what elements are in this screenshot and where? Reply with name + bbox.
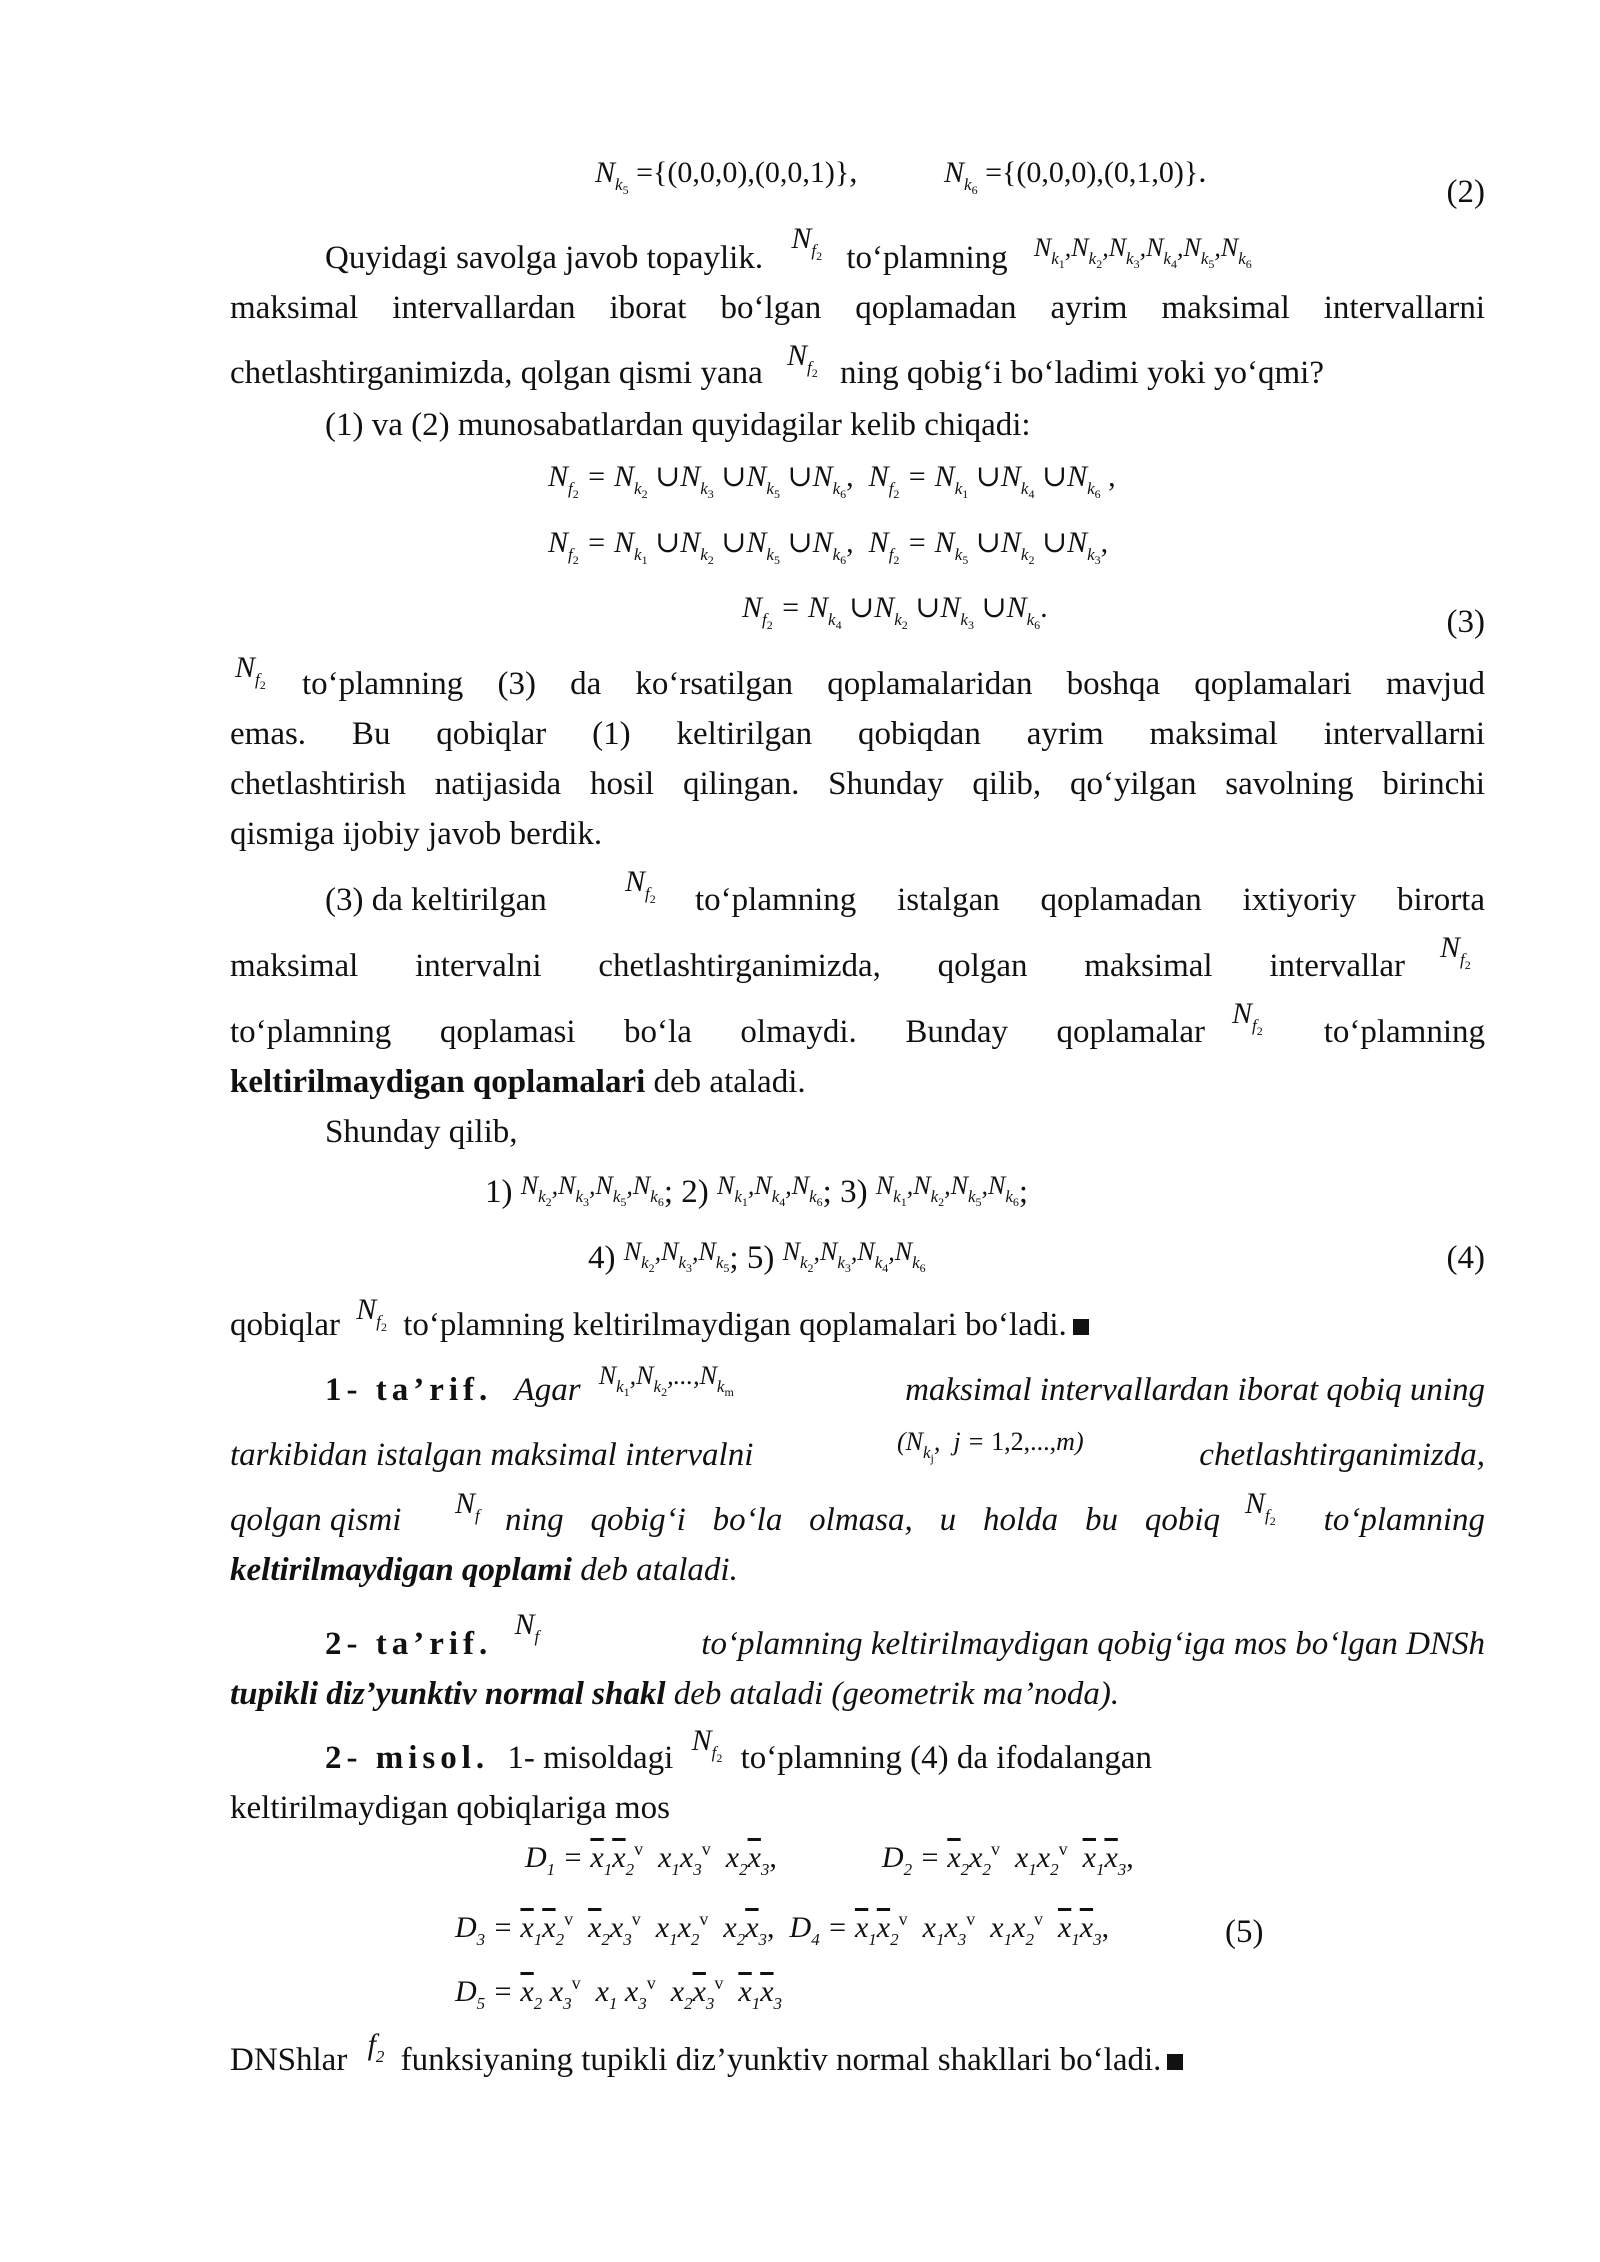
paragraph-2-line-1: to‘plamning (3) da ko‘rsatilgan qoplamalaridan boshqa qoplamalari mavjud — [302, 666, 1485, 702]
definition-1-line-1b: maksimal intervallardan iborat qobiq uning — [905, 1372, 1485, 1408]
definition-1-line-2b: chetlashtirganimizda, — [1199, 1437, 1485, 1473]
paragraph-3-line-1b: to‘plamning istalgan qoplamadan ixtiyoriy birorta — [695, 882, 1485, 918]
end-of-proof-icon — [1073, 1319, 1089, 1335]
equation-3-row-3: $N_{f_2} = N_{k_4}$ $\cup N_{k_2}$ $\cup N_{k_3}$ $\cup N_{k_6}$. — [742, 591, 1048, 632]
definition-1-line-3a: qolgan qismi — [230, 1502, 402, 1538]
symbol-nf2: $N_{f_2}$ — [1440, 931, 1471, 972]
end-of-proof-icon — [1167, 2054, 1183, 2070]
symbol-nf2: $N_{f_2}$ — [1232, 997, 1263, 1038]
paragraph-2-line-2: emas. Bu qobiqlar (1) keltirilgan qobiqdan ayrim maksimal intervallarni — [230, 716, 1485, 752]
definition-2-line-1: 2- ta’rif. $N_f$ — [325, 1608, 540, 1662]
paragraph-2-line-4: qismiga ijobiy javob berdik. — [230, 816, 603, 852]
equation-2: $N_{k_5} =\{(0,0,0),(0,0,1)\}$, $N_{k_6} =\{(0,0,0),(0,1,0)\}$. — [595, 154, 1207, 197]
definition-1-line-1: 1- ta’rif. Agar $^{N_{k_1},N_{k_2},...,N_{k_m}}$ — [325, 1361, 734, 1408]
definition-1-interval-set: ($N_{k_j}$, j = 1,2,...,m) — [897, 1427, 1084, 1465]
equation-3-row-2: $N_{f_2} = N_{k_1}$ $\cup N_{k_2}$ $\cup N_{k_5}$ $\cup N_{k_6}$, $N_{f_2} = N_{k_5}$ $\cup N_{k_2}$ $\cup N_{k_3}$, — [548, 526, 1109, 567]
equation-4-row-2: 4) $^{N_{k_2},N_{k_3},N_{k_5}}$; 5) $^{N_{k_2},N_{k_3},N_{k_4},N_{k_6}}$ — [588, 1237, 926, 1276]
equation-number-2: (2) — [1446, 174, 1485, 210]
symbol-nf2: $N_{f_2}$ — [625, 865, 656, 906]
paragraph-1-line-4: (1) va (2) munosabatlardan quyidagilar kelib chiqadi: — [325, 407, 1031, 443]
definition-2-line-2: tupikli diz’yunktiv normal shakl deb ataladi (geometrik ma’noda). — [230, 1676, 1120, 1712]
paragraph-4: qobiqlar $N_{f_2}$ to‘plamning keltirilmaydigan qoplamalari bo‘ladi. — [230, 1305, 1089, 1351]
example-2-line-2: keltirilmaydigan qobiqlariga mos — [230, 1790, 670, 1826]
paragraph-3-line-3a: to‘plamning qoplamasi bo‘la olmaydi. Bunday qoplamalar — [230, 1014, 1205, 1050]
definition-1-line-3b: ning qobig‘i bo‘la olmasa, u holda bu qobiq — [505, 1502, 1220, 1538]
symbol-nf2: $N_{f_2}$ — [1245, 1487, 1276, 1528]
definition-1-line-4: keltirilmaydigan qoplami deb ataladi. — [230, 1552, 738, 1588]
final-line: DNShlar $f_2$ funksiyaning tupikli diz’yunktiv normal shakllari bo‘ladi. — [230, 2040, 1183, 2085]
paragraph-3-line-1a: (3) da keltirilgan — [325, 882, 547, 918]
definition-1-line-2a: tarkibidan istalgan maksimal intervalni — [230, 1437, 754, 1473]
definition-2-line-1b: to‘plamning keltirilmaydigan qobig‘iga mos bo‘lgan DNSh — [701, 1626, 1485, 1662]
paragraph-3-line-2: maksimal intervalni chetlashtirganimizda, qolgan maksimal intervallar — [230, 948, 1405, 984]
paragraph-1-line-2: maksimal intervallardan iborat bo‘lgan qoplamadan ayrim maksimal intervallarni — [230, 290, 1485, 326]
equation-number-4: (4) — [1446, 1240, 1485, 1276]
equation-number-5: (5) — [1225, 1914, 1264, 1950]
paragraph-2-line-3: chetlashtirish natijasida hosil qilingan. Shunday qilib, qo‘yilgan savolning birinchi — [230, 766, 1485, 802]
paragraph-1-line-1: Quyidagi savolga javob topaylik. $N_{f_2}$ to‘plamning $^{N_{k_1},N_{k_2},N_{k_3},N_{k_4},N_{k_5},N_{k_6}}$ — [325, 222, 1252, 276]
equation-5-row-3: $D_5 = \overline{x}_2$ $x_3^v$ $x_1$ $x_3^v$ $x_2\overline{x}_3^v$ $\overline{x}_1\overline{x}_3$ — [455, 1973, 783, 2013]
paragraph-3-line-4: keltirilmaydigan qoplamalari deb ataladi. — [230, 1064, 806, 1100]
paragraph-1-line-3: chetlashtirganimizda, qolgan qismi yana $N_{f_2}$ ning qobig‘i bo‘ladimi yoki yo‘qmi? — [230, 339, 1324, 391]
definition-1-line-3c: to‘plamning — [1323, 1502, 1485, 1538]
equation-3-row-1: $N_{f_2} = N_{k_2}$ $\cup N_{k_3}$ $\cup N_{k_5}$ $\cup N_{k_6}$, $N_{f_2} = N_{k_1}$ $\cup N_{k_4}$ $\cup N_{k_6}$ , — [548, 460, 1116, 501]
equation-5-row-1: $D_1 = \overline{x}_1\overline{x}_2^v$ $x_1x_3^v$ $x_2\overline{x}_3$, $D_2 = \overline{x}_2x_2^v$ $x_1x_2^v$ $\overline{x}_1\overline{x}_3$, — [525, 1839, 1134, 1879]
symbol-nf: $N_f$ — [455, 1487, 480, 1525]
equation-number-3: (3) — [1446, 604, 1485, 640]
paragraph-3-line-3b: to‘plamning — [1323, 1014, 1485, 1050]
equation-4-row-1: 1) $^{N_{k_2},N_{k_3},N_{k_5},N_{k_6}}$; 2) $^{N_{k_1},N_{k_4},N_{k_6}}$; 3) $^{N_{k_1},N_{k_2},N_{k_5},N_{k_6}}$; — [485, 1171, 1029, 1210]
equation-5-row-2: $D_3 = \overline{x}_1\overline{x}_2^v$ $\overline{x}_2x_3^v$ $x_1x_2^v$ $x_2\overline{x}_3$, $D_4 = \overline{x}_1\overline{x}_2^v$ $x_1x_3^v$ $x_1x_2^v$ $\overline{x}_1\overline{x}_3$, — [455, 1909, 1110, 1949]
example-2-line-1: 2- misol. 1- misoldagi $N_{f_2}$ to‘plamning (4) da ifodalangan — [325, 1724, 1153, 1776]
symbol-nf2: $N_{f_2}$ — [235, 651, 266, 692]
paragraph-3-line-5: Shunday qilib, — [325, 1114, 518, 1150]
